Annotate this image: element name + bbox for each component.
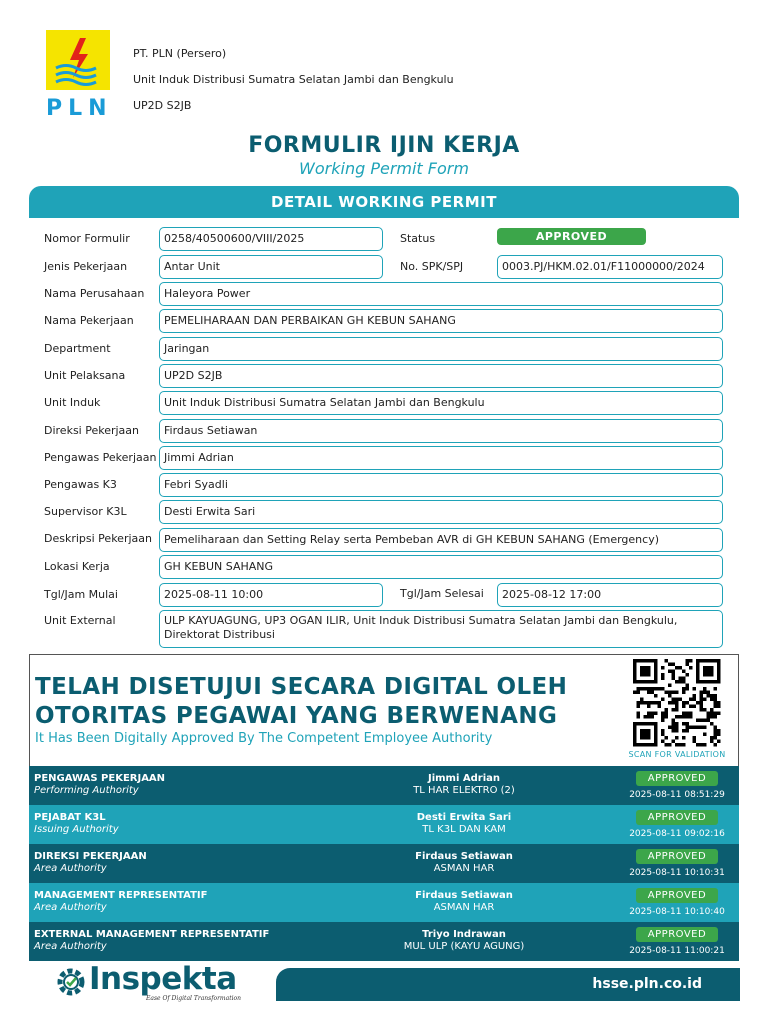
- signatory-unit: MUL ULP (KAYU AGUNG): [403, 941, 525, 952]
- label-jenis-pekerjaan: Jenis Pekerjaan: [44, 260, 128, 273]
- label-department: Department: [44, 342, 111, 355]
- footer-bar: [276, 968, 740, 1001]
- section-header: DETAIL WORKING PERMIT: [29, 186, 739, 218]
- label-pengawas-pekerjaan: Pengawas Pekerjaan: [44, 451, 157, 464]
- label-lokasi-kerja: Lokasi Kerja: [44, 560, 110, 573]
- approval-timestamp: 2025-08-11 10:10:40: [629, 907, 725, 917]
- row-unit-induk: [29, 391, 739, 415]
- field-tgl-selesai: 2025-08-12 17:00: [497, 583, 723, 607]
- signatory-role: DIREKSI PEKERJAAN: [34, 851, 147, 862]
- signatory-row: [29, 922, 739, 961]
- signatory-role: PENGAWAS PEKERJAAN: [34, 773, 166, 784]
- form-subtitle: Working Permit Form: [299, 159, 469, 178]
- pln-logo: [46, 30, 113, 121]
- row-pengawas-pekerjaan: [29, 446, 739, 470]
- signatory-authority: Performing Authority: [34, 785, 139, 796]
- field-nama-pekerjaan: PEMELIHARAAN DAN PERBAIKAN GH KEBUN SAHANG: [159, 309, 723, 333]
- row-jenis-pekerjaan: [29, 255, 739, 279]
- label-tgl-mulai: Tgl/Jam Mulai: [44, 588, 118, 601]
- label-unit-external: Unit External: [44, 614, 116, 627]
- label-unit-induk: Unit Induk: [44, 396, 101, 409]
- row-unit-pelaksana: [29, 364, 739, 388]
- approved-badge: APPROVED: [636, 771, 718, 786]
- signatory-unit: TL K3L DAN KAM: [422, 824, 506, 835]
- pln-logo-mark: [46, 30, 110, 90]
- inspekta-brand: Inspekta: [89, 961, 237, 997]
- field-no-spk: 0003.PJ/HKM.02.01/F11000000/2024: [497, 255, 723, 279]
- qr-code-icon[interactable]: [628, 659, 726, 747]
- signatory-name: Triyo Indrawan: [422, 929, 506, 940]
- signatory-name: Firdaus Setiawan: [415, 851, 513, 862]
- company-subunit: UP2D S2JB: [133, 99, 192, 112]
- row-direksi-pekerjaan: [29, 419, 739, 443]
- field-deskripsi-pekerjaan: Pemeliharaan dan Setting Relay serta Pembeban AVR di GH KEBUN SAHANG (Emergency): [159, 528, 723, 552]
- approved-badge: APPROVED: [636, 810, 718, 825]
- field-tgl-mulai: 2025-08-11 10:00: [159, 583, 383, 607]
- signatory-authority: Area Authority: [34, 902, 107, 913]
- row-unit-external: [29, 610, 739, 648]
- signatory-authority: Area Authority: [34, 941, 107, 952]
- label-pengawas-k3: Pengawas K3: [44, 478, 117, 491]
- inspekta-tagline: Ease Of Digital Transformation: [146, 995, 242, 1002]
- label-nama-pekerjaan: Nama Pekerjaan: [44, 314, 134, 327]
- signatory-name: Desti Erwita Sari: [416, 812, 512, 823]
- row-pengawas-k3: [29, 473, 739, 497]
- field-jenis-pekerjaan: Antar Unit: [159, 255, 383, 279]
- company-unit: Unit Induk Distribusi Sumatra Selatan Jambi dan Bengkulu: [133, 73, 454, 86]
- row-lokasi-kerja: [29, 555, 739, 579]
- label-unit-pelaksana: Unit Pelaksana: [44, 369, 126, 382]
- digital-approval-panel: [29, 654, 739, 766]
- row-nomor-formulir: [29, 227, 739, 251]
- qr-caption: SCAN FOR VALIDATION: [628, 750, 726, 759]
- approval-timestamp: 2025-08-11 10:10:31: [629, 868, 725, 878]
- approval-subtitle: It Has Been Digitally Approved By The Competent Employee Authority: [35, 731, 493, 746]
- signatory-role: PEJABAT K3L: [34, 812, 106, 823]
- signatory-name: Jimmi Adrian: [427, 773, 501, 784]
- gear-icon: [54, 965, 88, 999]
- company-info: [133, 41, 454, 119]
- company-name: PT. PLN (Persero): [133, 47, 227, 60]
- signatory-row: [29, 805, 739, 844]
- signatory-row: [29, 766, 739, 805]
- signatory-row: [29, 844, 739, 883]
- row-deskripsi-pekerjaan: [29, 528, 739, 552]
- signatory-unit: ASMAN HAR: [433, 863, 495, 874]
- field-unit-pelaksana: UP2D S2JB: [159, 364, 723, 388]
- label-deskripsi-pekerjaan: Deskripsi Pekerjaan: [44, 532, 152, 545]
- footer-url-link[interactable]: hsse.pln.co.id: [592, 976, 702, 992]
- field-unit-external: ULP KAYUAGUNG, UP3 OGAN ILIR, Unit Induk Distribusi Sumatra Selatan Jambi dan Bengkulu, Direktorat Distribusi: [159, 610, 723, 648]
- label-tgl-selesai: Tgl/Jam Selesai: [400, 587, 484, 600]
- field-lokasi-kerja: GH KEBUN SAHANG: [159, 555, 723, 579]
- pln-logo-text: PLN: [46, 96, 113, 121]
- approval-timestamp: 2025-08-11 09:02:16: [629, 829, 725, 839]
- field-direksi-pekerjaan: Firdaus Setiawan: [159, 419, 723, 443]
- signatory-unit: TL HAR ELEKTRO (2): [413, 785, 515, 796]
- field-pengawas-k3: Febri Syadli: [159, 473, 723, 497]
- label-nomor-formulir: Nomor Formulir: [44, 232, 130, 245]
- label-status: Status: [400, 232, 436, 245]
- signatory-authority: Issuing Authority: [34, 824, 119, 835]
- signatory-unit: ASMAN HAR: [433, 902, 495, 913]
- field-unit-induk: Unit Induk Distribusi Sumatra Selatan Jambi dan Bengkulu: [159, 391, 723, 415]
- approval-timestamp: 2025-08-11 08:51:29: [629, 790, 725, 800]
- status-badge: APPROVED: [497, 228, 646, 245]
- field-nama-perusahaan: Haleyora Power: [159, 282, 723, 306]
- label-nama-perusahaan: Nama Perusahaan: [44, 287, 145, 300]
- signatory-authority: Area Authority: [34, 863, 107, 874]
- approved-badge: APPROVED: [636, 888, 718, 903]
- label-direksi-pekerjaan: Direksi Pekerjaan: [44, 424, 140, 437]
- field-supervisor-k3l: Desti Erwita Sari: [159, 500, 723, 524]
- field-pengawas-pekerjaan: Jimmi Adrian: [159, 446, 723, 470]
- row-department: [29, 337, 739, 361]
- signatory-row: [29, 883, 739, 922]
- approval-title: [35, 673, 567, 731]
- row-nama-pekerjaan: [29, 309, 739, 333]
- row-tanggal: [29, 583, 739, 607]
- row-nama-perusahaan: [29, 282, 739, 306]
- field-nomor-formulir: 0258/40500600/VIII/2025: [159, 227, 383, 251]
- field-department: Jaringan: [159, 337, 723, 361]
- label-no-spk: No. SPK/SPJ: [400, 260, 464, 273]
- approval-title-line2: OTORITAS PEGAWAI YANG BERWENANG: [35, 703, 558, 729]
- approved-badge: APPROVED: [636, 849, 718, 864]
- inspekta-logo: [54, 963, 254, 1007]
- approved-badge: APPROVED: [636, 927, 718, 942]
- signatory-name: Firdaus Setiawan: [415, 890, 513, 901]
- approval-timestamp: 2025-08-11 11:00:21: [629, 946, 725, 956]
- document-header: [0, 0, 768, 130]
- signatory-role: EXTERNAL MANAGEMENT REPRESENTATIF: [34, 929, 270, 940]
- row-supervisor-k3l: [29, 500, 739, 524]
- form-title: FORMULIR IJIN KERJA: [248, 133, 520, 158]
- signatory-role: MANAGEMENT REPRESENTATIF: [34, 890, 208, 901]
- label-supervisor-k3l: Supervisor K3L: [44, 505, 127, 518]
- approval-title-line1: TELAH DISETUJUI SECARA DIGITAL OLEH: [35, 674, 568, 700]
